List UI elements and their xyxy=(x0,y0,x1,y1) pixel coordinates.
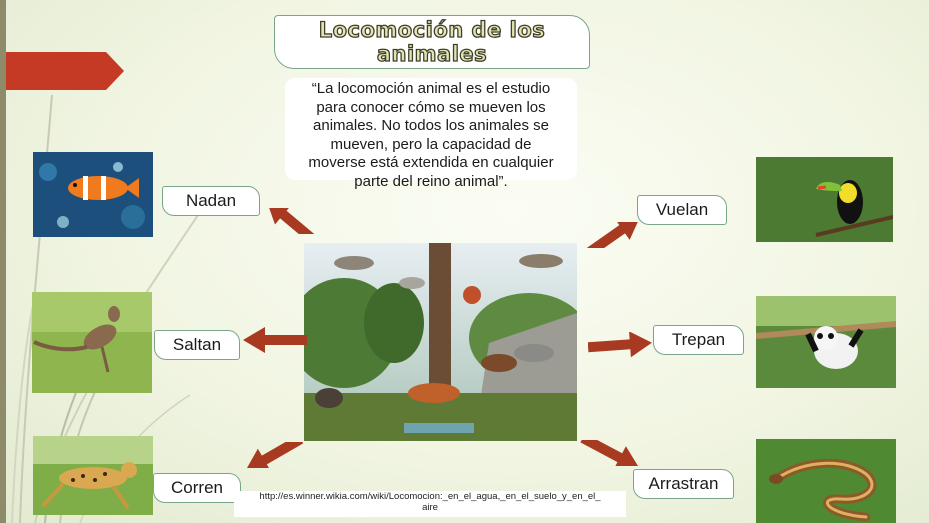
quote-line-5: moverse está extendida en cualquier xyxy=(308,154,554,171)
source-link[interactable] xyxy=(234,491,626,517)
title-box xyxy=(274,15,590,69)
quote-line-4: mueven, pero la capacidad de xyxy=(330,135,532,153)
label-vuelan: Vuelan xyxy=(637,195,727,225)
quote-box xyxy=(285,78,577,190)
cheetah-photo xyxy=(33,436,153,515)
label-nadan: Nadan xyxy=(162,186,260,216)
slide-title xyxy=(287,18,577,66)
source-line-1: http://es.winner.wikia.com/wiki/Locomocion:_en_el_agua,_en_el_suelo_y_en_el_ xyxy=(259,491,601,502)
arrow-to-nadan xyxy=(259,208,323,234)
source-line-2: aire xyxy=(422,502,438,513)
forest-animals-image xyxy=(304,243,577,441)
quote-line-3: animales. No todos los animales se xyxy=(313,117,549,134)
label-saltan: Saltan xyxy=(154,330,240,360)
arrow-to-saltan xyxy=(243,327,307,353)
arrow-to-corren xyxy=(241,442,305,468)
red-tab-arrow xyxy=(6,52,124,90)
label-arrastran: Arrastran xyxy=(633,469,734,499)
toucan-photo xyxy=(756,157,893,242)
kangaroo-photo xyxy=(32,292,152,393)
arrow-to-vuelan xyxy=(582,222,646,248)
label-corren: Corren xyxy=(153,473,241,503)
title-line-2: animales xyxy=(376,42,488,66)
quote-line-1: “La locomoción animal es el estudio xyxy=(311,80,551,97)
title-line-1: Locomoción de los xyxy=(318,18,546,42)
label-trepan: Trepan xyxy=(653,325,744,355)
quote-line-2: para conocer cómo se mueven los xyxy=(316,98,546,116)
panda-photo xyxy=(756,296,896,388)
snake-photo xyxy=(756,439,896,523)
arrow-to-arrastran xyxy=(579,440,643,466)
quote-line-6: parte del reino animal”. xyxy=(354,172,508,190)
arrow-to-trepan xyxy=(588,332,652,358)
fish-photo xyxy=(33,152,153,237)
